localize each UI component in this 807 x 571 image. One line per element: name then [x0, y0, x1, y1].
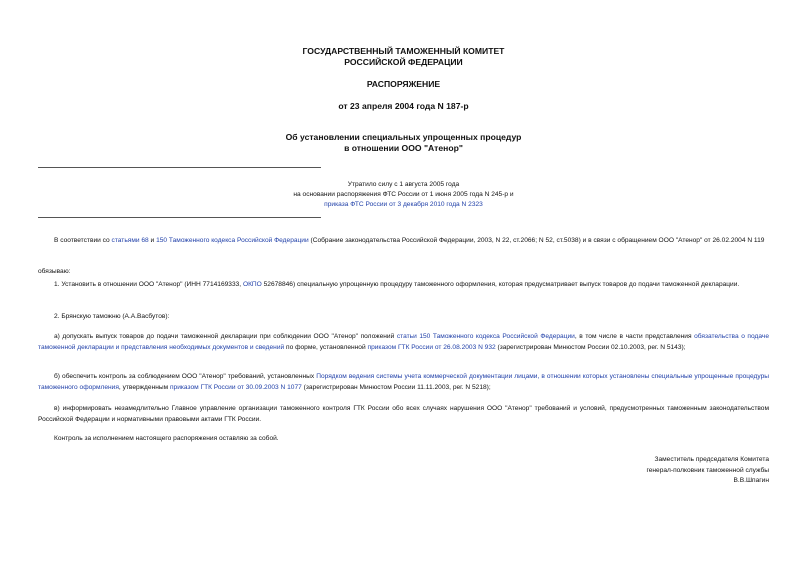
- signature-block: [469, 455, 769, 487]
- item-2a-paragraph: [38, 332, 769, 354]
- link-order-932[interactable]: приказом ГТК России от 26.08.2003 N 932: [367, 343, 496, 351]
- divider-bottom: [38, 217, 321, 218]
- item-2b-text: , утвержденным: [118, 383, 170, 391]
- preamble-text: (Собрание законодательства Российской Федерации, 2003, N 22, ст.2066; N 52, ст.5038) и в связи с обращением ООО "Атенор" от 26.02.2004 N 119: [308, 237, 765, 244]
- document-title-line2: в отношении ООО "Атенор": [344, 143, 463, 153]
- item-2-heading: 2. Брянскую таможню (А.А.Васбутов):: [54, 313, 170, 320]
- obliges-line: обязываю:: [38, 268, 71, 275]
- item-2a-text: а) допускать выпуск товаров до подачи таможенной декларации при соблюдении ООО "Атенор" положений: [54, 333, 397, 340]
- status-note-link[interactable]: приказа ФТС России от 3 декабря 2010 года N 2323: [324, 201, 483, 208]
- item-2b-text: (зарегистрирован Минюстом России 11.11.2003, рег. N 5218);: [301, 383, 491, 391]
- item-2a-text: (зарегистрирован Минюстом России 02.10.2003, рег. N 5143);: [495, 343, 686, 351]
- link-accounting-procedure[interactable]: Порядком ведения системы учета коммерческой документации лицами, в отношении которых установлены специальные упрощенные процедуры таможенного оформления: [38, 373, 769, 391]
- status-note-line3: [0, 200, 807, 210]
- signature-rank: генерал-полковник таможенной службы: [646, 466, 769, 474]
- control-paragraph: Контроль за исполнением настоящего распоряжения оставляю за собой.: [54, 435, 279, 442]
- link-obligation-form[interactable]: обязательства о подаче таможенной декларации и представления необходимых документов и сведений: [38, 333, 769, 351]
- link-order-1077[interactable]: приказом ГТК России от 30.09.2003 N 1077: [169, 383, 302, 391]
- preamble-text: и: [148, 237, 157, 244]
- item-1-text: 52678846) специальную упрощенную процедуру таможенного оформления, которая предусматривает выпуск товаров до подачи таможенной декларации.: [261, 281, 740, 288]
- status-note-line2: на основании распоряжения ФТС России от 1 июня 2005 года N 245-р и: [293, 191, 514, 198]
- link-okpo[interactable]: ОКПО: [242, 281, 262, 288]
- signature-position: Заместитель председателя Комитета: [654, 456, 769, 463]
- org-name-line1: ГОСУДАРСТВЕННЫЙ ТАМОЖЕННЫЙ КОМИТЕТ: [302, 46, 505, 56]
- item-2a-text: , в том числе в части представления: [574, 333, 695, 340]
- document-date-number: от 23 апреля 2004 года N 187-р: [338, 101, 469, 111]
- item-1-text: 1. Установить в отношении ООО "Атенор" (ИНН 7714169333,: [54, 281, 243, 288]
- link-customs-code[interactable]: 150 Таможенного кодекса Российской Федерации: [156, 237, 309, 244]
- preamble-text: В соответствии со: [54, 237, 112, 244]
- item-2a-text: по форме, установленной: [284, 343, 368, 351]
- item-2b-paragraph: [38, 372, 769, 394]
- item-1-paragraph: [38, 280, 769, 291]
- item-2b-text: б) обеспечить контроль за соблюдением ООО "Атенор" требований, установленных: [54, 373, 317, 380]
- link-article-68[interactable]: статьями 68: [111, 237, 149, 244]
- status-note-line1: Утратило силу с 1 августа 2005 года: [347, 181, 460, 188]
- document-title-line1: Об установлении специальных упрощенных процедур: [285, 132, 522, 142]
- document-type: РАСПОРЯЖЕНИЕ: [366, 79, 441, 89]
- org-name-line2: РОССИЙСКОЙ ФЕДЕРАЦИИ: [344, 57, 463, 67]
- signature-name: В.В.Шпагин: [733, 477, 769, 484]
- preamble-paragraph: [38, 236, 769, 247]
- item-2c-paragraph: в) информировать незамедлительно Главное управление организации таможенного контроля ГТК России обо всех случаях нарушения ООО "Атенор" требований и условий, предусмотренных таможенным законодательством Российской Федерации и нормативными правовыми актами ГТК России.: [38, 405, 769, 423]
- link-article-150[interactable]: статьи 150 Таможенного кодекса Российской Федерации: [396, 333, 575, 340]
- divider-top: [38, 167, 321, 168]
